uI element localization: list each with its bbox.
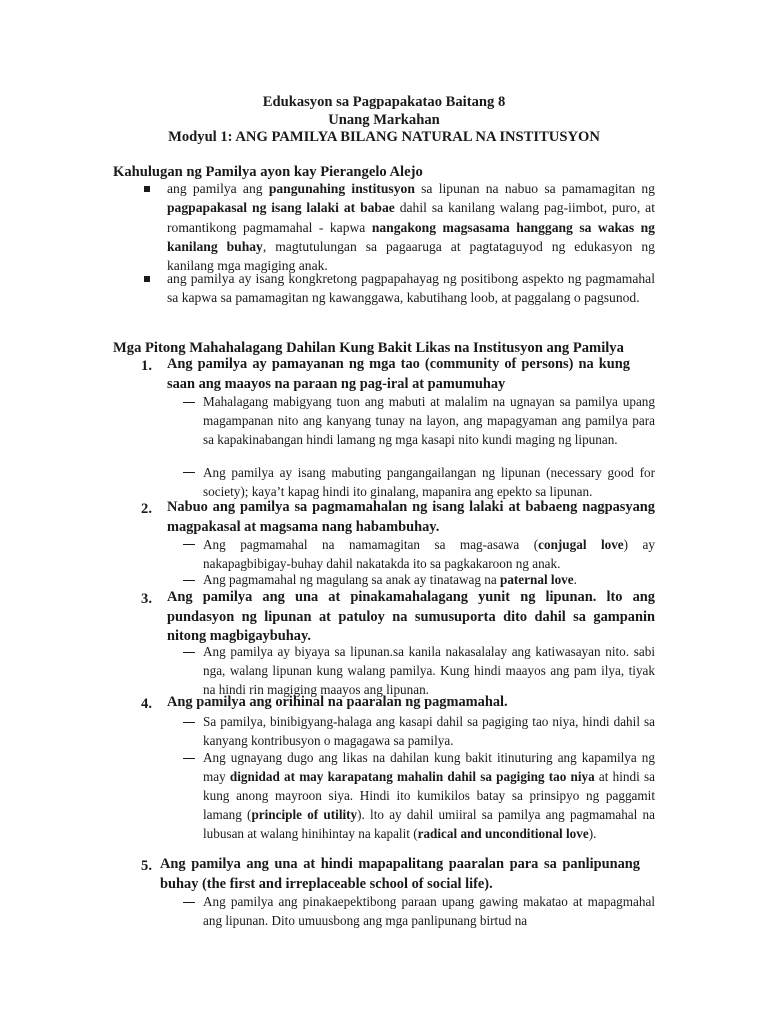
reason-3-point-1 xyxy=(203,642,655,699)
dash-bullet-icon xyxy=(183,758,195,759)
text-run: Ang pamilya ay isang mabuting pangangailangan ng lipunan (necessary good for society); kaya’t kapag hindi ito ginalang, mapanira ang epekto sa lipunan. xyxy=(203,465,655,499)
course-title: Edukasyon sa Pagpapakatao Baitang 8 xyxy=(262,94,506,110)
dash-bullet-icon xyxy=(183,472,195,473)
text-run: Ang pagmamahal na namamagitan sa mag-asawa ( xyxy=(203,537,539,552)
text-run: ) ay nakapagbibigay-buhay dahil nakatakda ito sa pagkakaroon ng anak. xyxy=(203,537,655,571)
text-run: Mahalagang mabigyang tuon ang mabuti at malalim na ugnayan sa pamilya upang magampanan nito ang kanyang tunay na layon, ang mapagyaman ang pamilya para sa kapakinabangan hindi lamang ng mga kasapi nito kundi maging ng lipunan. xyxy=(203,394,655,447)
text-run: ang pamilya ay isang kongkretong pagpapahayag ng positibong aspekto ng pagmamahal sa kapwa sa pamamagitan ng kawanggawa, kabutihang loob, at paggalang o pagsunod. xyxy=(167,271,655,306)
dash-bullet-icon xyxy=(183,580,195,581)
bold-text-run: pangunahing institusyon xyxy=(268,181,415,196)
dash-bullet-icon xyxy=(183,402,195,403)
bold-text-run: conjugal love xyxy=(538,537,624,552)
text-run: Sa pamilya, binibigyang-halaga ang kasapi dahil sa pagiging tao niya, hindi dahil sa kanyang kontribusyon o magagawa sa pamilya. xyxy=(203,714,655,748)
reason-4-point-1 xyxy=(203,712,655,750)
text-run: Ang pagmamahal ng magulang sa anak ay tinatawag na xyxy=(203,572,500,587)
definition-bullet-1 xyxy=(167,179,655,275)
section-heading-seven-reasons: Mga Pitong Mahahalagang Dahilan Kung Bakit Likas na Institusyon ang Pamilya xyxy=(113,340,624,356)
list-number: 5. xyxy=(141,858,152,874)
bullet-square-icon xyxy=(144,186,150,192)
reason-2-point-2 xyxy=(203,570,655,589)
definition-bullet-2 xyxy=(167,269,655,308)
reason-1-title: Ang pamilya ay pamayanan ng mga tao (community of persons) na kung saan ang maayos na paraan ng pag-iral at pamumuhay xyxy=(167,356,630,392)
reason-2-point-1 xyxy=(203,535,655,573)
text-run: ang pamilya ang xyxy=(167,181,269,196)
dash-bullet-icon xyxy=(183,652,195,653)
list-number: 3. xyxy=(141,591,152,607)
section-heading-definition: Kahulugan ng Pamilya ayon kay Pierangelo Alejo xyxy=(113,164,423,180)
bold-text-run: nangakong magsasama hanggang sa wakas ng kanilang buhay xyxy=(167,219,655,254)
quarter-title: Unang Markahan xyxy=(328,112,440,128)
text-run: Ang pamilya ang pinakaepektibong paraan upang gawing makatao at mapagmahal ang lipunan. Dito umuusbong ang mga panlipunang birtud na xyxy=(203,894,655,928)
bold-text-run: dignidad at may karapatang mahalin dahil sa pagiging tao niya xyxy=(229,769,595,784)
list-number: 4. xyxy=(141,696,152,712)
text-run: Ang ugnayang dugo ang likas na dahilan kung bakit itinuturing ang kapamilya ng may xyxy=(203,750,655,784)
bold-text-run: radical and unconditional love xyxy=(417,826,589,841)
bold-text-run: paternal love xyxy=(499,572,574,587)
reason-1-point-1 xyxy=(203,392,655,449)
text-run: , magtutulungan sa pagaaruga at pagtataguyod ng edukasyon ng kanilang mga magiging anak. xyxy=(167,238,655,274)
text-run: at hindi sa kung anong mayroon siya. Hindi ito kumikilos batay sa prinsipyo ng paggamit lamang ( xyxy=(203,769,655,822)
reason-1-point-2 xyxy=(203,463,655,501)
text-run: sa lipunan na nabuo sa pamamagitan ng xyxy=(414,181,655,196)
reason-2-title: Nabuo ang pamilya sa pagmamahalan ng isang lalaki at babaeng nagpasyang magpakasal at magsama nang habambuhay. xyxy=(167,499,655,535)
reason-3-title: Ang pamilya ang una at pinakamahalagang yunit ng lipunan. lto ang pundasyon ng lipunan at patuloy na sumusuporta dito dahil sa gampanin nitong magbigaybuhay. xyxy=(167,589,655,644)
text-run: ). xyxy=(588,826,597,841)
text-run: dahil sa kanilang walang pag-iimbot, puro, at romantikong pagmamahal - kapwa xyxy=(167,200,655,235)
list-number: 1. xyxy=(141,358,152,374)
text-run: ). lto ay dahil umiiral sa pamilya ang pagmamahal na lubusan at walang hinihintay na kapalit ( xyxy=(203,807,655,841)
list-number: 2. xyxy=(141,501,152,517)
dash-bullet-icon xyxy=(183,722,195,723)
reason-5-point-1 xyxy=(203,892,655,930)
text-run: Ang pamilya ay biyaya sa lipunan.sa kanila nakasalalay ang katiwasayan nito. sabi nga, walang lipunan kung walang pamilya. Kung hindi maayos ang pam ilya, tiyak na hindi rin magiging maayos ang lipunan. xyxy=(203,644,655,697)
bold-text-run: principle of utility xyxy=(251,807,358,822)
dash-bullet-icon xyxy=(183,544,195,545)
reason-5-title: Ang pamilya ang una at hindi mapapalitang paaralan para sa panlipunang buhay (the first and irreplaceable school of social life). xyxy=(160,856,640,892)
reason-4-point-2 xyxy=(203,748,655,843)
text-run: . xyxy=(573,572,577,587)
reason-4-title: Ang pamilya ang orihinal na paaralan ng pagmamahal. xyxy=(167,694,508,710)
module-title: Modyul 1: ANG PAMILYA BILANG NATURAL NA INSTITUSYON xyxy=(168,129,600,145)
bullet-square-icon xyxy=(144,276,150,282)
dash-bullet-icon xyxy=(183,902,195,903)
bold-text-run: pagpapakasal ng isang lalaki at babae xyxy=(167,200,395,216)
